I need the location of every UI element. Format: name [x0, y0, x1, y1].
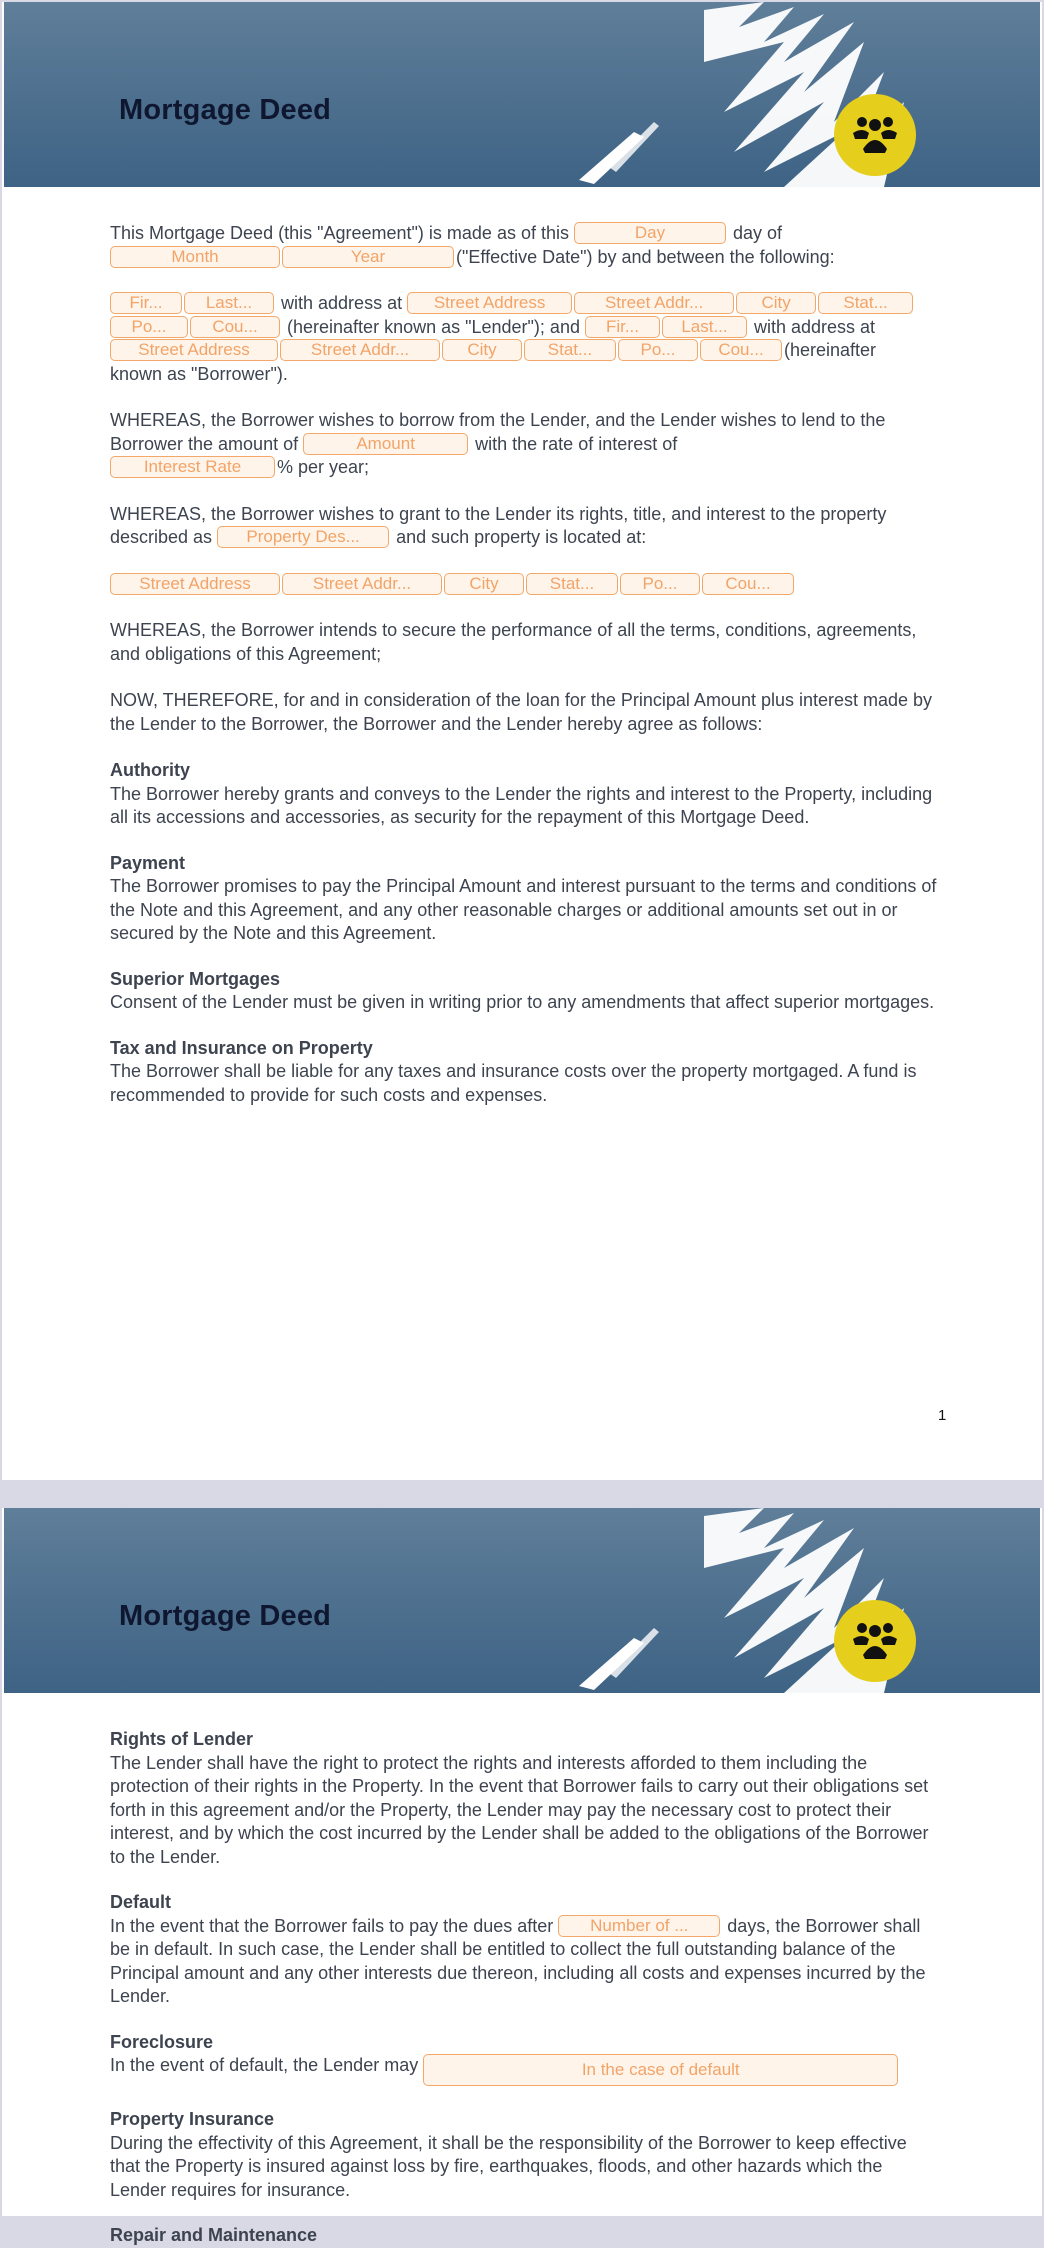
- borrower-postal-field[interactable]: Po...: [618, 339, 698, 361]
- section-text: In the event that the Borrower fails to pay the dues after Number of ... days, the Borrower shall be in default. In such case, the Lender shall be entitled to collect the full outstanding balance of the Principal amount and any other interests due thereon, including all costs and expenses incurred by the Lender.: [110, 1915, 926, 2006]
- borrower-state-field[interactable]: Stat...: [524, 339, 616, 361]
- section-tax-insurance: [110, 1037, 940, 1108]
- borrower-street-field[interactable]: Street Address: [110, 339, 278, 361]
- intro-paragraph: This Mortgage Deed (this "Agreement") is made as of this Day day of Month Year ("Effective Date") by and between the following:: [110, 223, 835, 267]
- section-text: In the event of default, the Lender may In the case of default: [110, 2054, 940, 2086]
- section-superior-mortgages: [110, 968, 940, 1015]
- lender-street-field[interactable]: Street Address: [407, 292, 572, 314]
- section-heading-repair: Repair and Maintenance: [110, 2225, 318, 2245]
- section-authority: [110, 759, 940, 830]
- section-text: During the effectivity of this Agreement, it shall be the responsibility of the Borrower to keep effective that the Property is insured against loss by fire, earthquakes, floods, and other hazards which the Lender requires for insurance.: [110, 2132, 907, 2200]
- page-body: [110, 222, 940, 1129]
- people-group-icon: [849, 1615, 901, 1667]
- section-payment: [110, 852, 940, 946]
- page-header: [4, 2, 1040, 187]
- section-heading: Foreclosure: [110, 2031, 214, 2052]
- lender-last-name-field[interactable]: Last...: [184, 292, 274, 314]
- section-heading: Rights of Lender: [110, 1729, 253, 1749]
- section-property-insurance: [110, 2108, 940, 2202]
- month-field[interactable]: Month: [110, 246, 280, 268]
- section-text: The Borrower hereby grants and conveys to the Lender the rights and interest to the Property, including all its accessions and accessories, as security for the repayment of this Mortgage Deed.: [110, 783, 933, 827]
- whereas-property-paragraph: WHEREAS, the Borrower wishes to grant to the Lender its rights, title, and interest to the property described as Property Des... and such property is located at:: [110, 503, 887, 547]
- property-postal-field[interactable]: Po...: [620, 573, 700, 595]
- section-text: The Lender shall have the right to protect the rights and interests afforded to them including the protection of their rights in the Property. In the event that Borrower fails to carry out their obligations set forth in this agreement and/or the Property, the Lender may pay the necessary cost to protect their interest, and by which the cost incurred by the Lender shall be added to the obligations of the Borrower to the Lender.: [110, 1752, 929, 1867]
- lender-first-name-field[interactable]: Fir...: [110, 292, 182, 314]
- section-rights-of-lender: [110, 1728, 940, 1869]
- year-field[interactable]: Year: [282, 246, 454, 268]
- page-body: [110, 1728, 940, 2248]
- amount-field[interactable]: Amount: [303, 433, 468, 455]
- section-heading: Tax and Insurance on Property: [110, 1037, 373, 1058]
- property-state-field[interactable]: Stat...: [526, 573, 618, 595]
- borrower-last-name-field[interactable]: Last...: [662, 316, 747, 338]
- day-field[interactable]: Day: [574, 222, 726, 244]
- document-title: Mortgage Deed: [119, 94, 332, 126]
- borrower-country-field[interactable]: Cou...: [700, 339, 782, 361]
- property-city-field[interactable]: City: [444, 573, 524, 595]
- lender-postal-field[interactable]: Po...: [110, 316, 188, 338]
- document-page-1: [2, 2, 1042, 1480]
- lender-street2-field[interactable]: Street Addr...: [574, 292, 734, 314]
- whereas-loan-paragraph: WHEREAS, the Borrower wishes to borrow from the Lender, and the Lender wishes to lend to the Borrower the amount of Amount with the rate of interest of Interest Rate % per year;: [110, 410, 886, 477]
- lender-country-field[interactable]: Cou...: [190, 316, 280, 338]
- section-default: [110, 1891, 940, 2009]
- section-text: Consent of the Lender must be given in writing prior to any amendments that affect superior mortgages.: [110, 992, 935, 1012]
- section-text: The Borrower promises to pay the Principal Amount and interest pursuant to the terms and conditions of the Note and this Agreement, and any other reasonable charges or additional amounts set out in or secured by the Note and this Agreement.: [110, 876, 937, 943]
- document-title: Mortgage Deed: [119, 1600, 332, 1632]
- logo: [834, 94, 916, 176]
- section-heading: Payment: [110, 852, 186, 873]
- now-therefore-paragraph: NOW, THEREFORE, for and in consideration of the loan for the Principal Amount plus interest made by the Lender to the Borrower, the Borrower and the Lender hereby agree as follows:: [110, 690, 933, 734]
- borrower-city-field[interactable]: City: [442, 339, 522, 361]
- section-text: The Borrower shall be liable for any taxes and insurance costs over the property mortgaged. A fund is recommended to provide for such costs and expenses.: [110, 1061, 917, 1105]
- lender-city-field[interactable]: City: [736, 292, 816, 314]
- whereas-secure-paragraph: WHEREAS, the Borrower intends to secure the performance of all the terms, conditions, agreements, and obligations of this Agreement;: [110, 620, 917, 664]
- days-number-field[interactable]: Number of ...: [558, 1915, 720, 1937]
- lender-state-field[interactable]: Stat...: [818, 292, 913, 314]
- borrower-first-name-field[interactable]: Fir...: [585, 316, 660, 338]
- parties-paragraph: Fir... Last... with address at Street Address Street Addr... City Stat... Po... Cou... (hereinafter known as "Lender"); and Fir... Last... with address at Street Address Street Addr... City Stat... Po... Cou... (hereinafter known as "Borrower").: [110, 292, 940, 386]
- section-heading: Default: [110, 1892, 172, 1912]
- borrower-street2-field[interactable]: Street Addr...: [280, 339, 440, 361]
- interest-rate-field[interactable]: Interest Rate: [110, 456, 275, 478]
- property-address-row: [110, 573, 940, 597]
- logo: [834, 1600, 916, 1682]
- property-street-field[interactable]: Street Address: [110, 573, 280, 595]
- page-header: [4, 1508, 1040, 1693]
- property-street2-field[interactable]: Street Addr...: [282, 573, 442, 595]
- section-heading: Superior Mortgages: [110, 968, 281, 989]
- property-description-field[interactable]: Property Des...: [217, 526, 389, 548]
- property-country-field[interactable]: Cou...: [702, 573, 794, 595]
- document-page-2: [2, 1508, 1042, 2245]
- people-group-icon: [849, 109, 901, 161]
- section-heading: Authority: [110, 760, 190, 780]
- section-heading: Property Insurance: [110, 2109, 275, 2129]
- default-remedy-field[interactable]: In the case of default: [423, 2054, 898, 2086]
- section-foreclosure: [110, 2031, 940, 2087]
- page-number: 1: [938, 1407, 947, 1424]
